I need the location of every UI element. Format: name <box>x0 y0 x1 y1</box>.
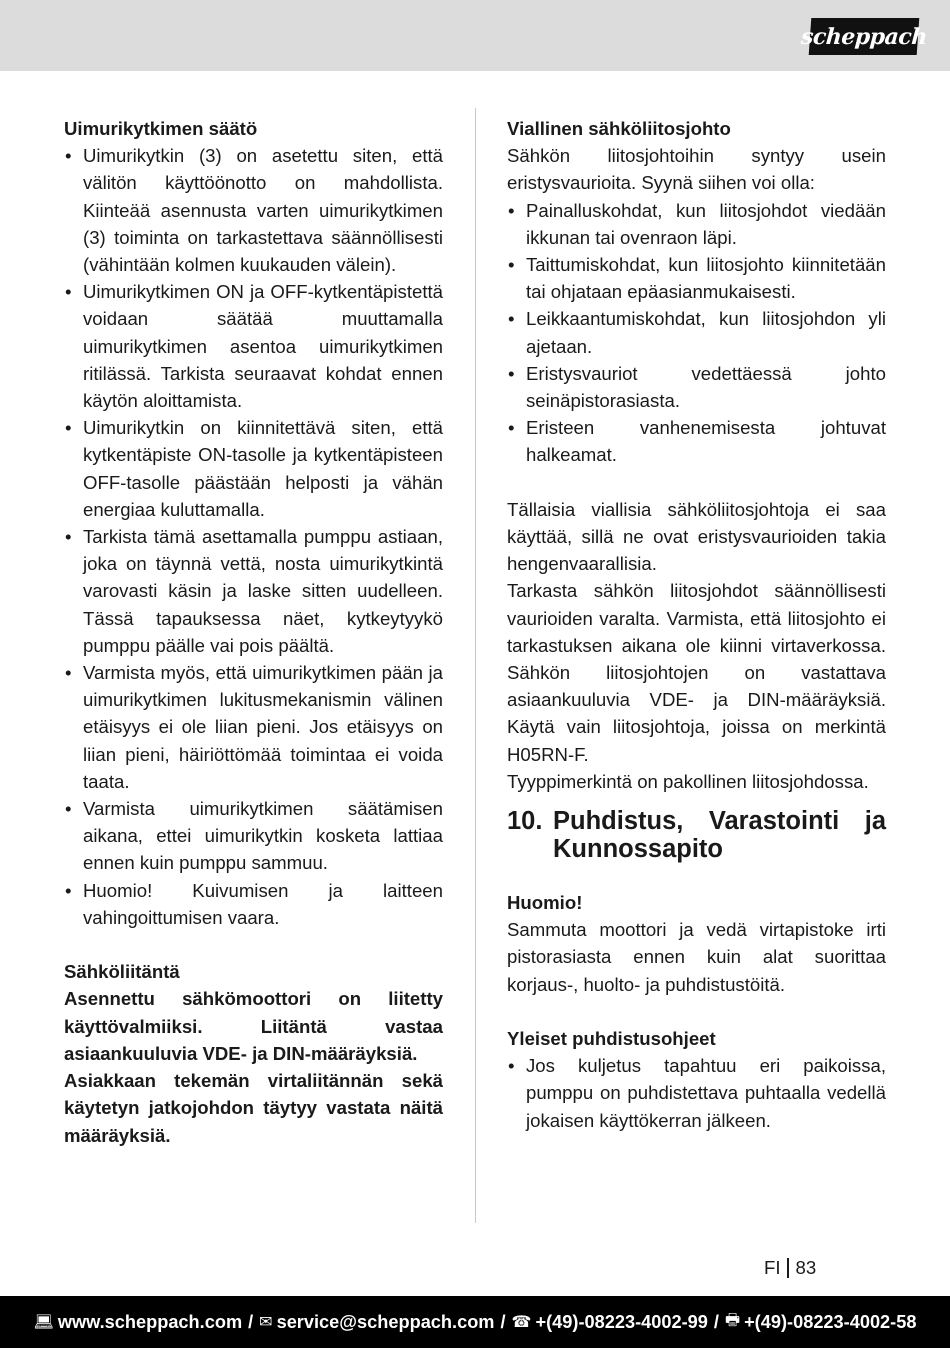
computer-icon: 💻︎ <box>33 1314 54 1331</box>
footer-website-link[interactable]: www.scheppach.com <box>57 1311 243 1332</box>
footer-separator: / <box>500 1311 506 1332</box>
list-item: • Uimurikytkin on kiinnitettävä siten, että kytkentäpiste ON-tasolle ja kytkentäpisteen OFF-tasolle päästään helposti ja vähän energiaa kuluttamalla. <box>64 414 443 523</box>
list-item: • Varmista myös, että uimurikytkimen pään ja uimurikytkimen lukitusmekanismin välinen etäisyys ei ole liian pieni. Jos etäisyys on liian pieni, häiriöttömää toimintaa ei voida taata. <box>64 659 443 795</box>
list-item: • Uimurikytkin (3) on asetettu siten, että välitön käyttöönotto on mahdollista. Kiinteää asennusta varten uimurikytkimen (3) toiminta on tarkastettava säännöllisesti (vähintään kolmen kuukauden välein). <box>64 142 443 278</box>
chapter-title: Puhdistus, Varastointi ja Kunnossapito <box>553 807 886 864</box>
section-heading-float-switch: Uimurikytkimen säätö <box>64 118 258 139</box>
footer-phone: +(49)-08223-4002-99 <box>535 1311 708 1332</box>
list-item: • Eristysvauriot vedettäessä johto seinäpistorasiasta. <box>507 360 886 414</box>
paragraph: Tarkasta sähkön liitosjohdot säännöllisesti vaurioiden varalta. Varmista, että liitosjohto ei tarkastuksen aikana ole kiinni virtaverkossa. Sähkön liitosjohtojen on vastattava asiaankuuluvia VDE- ja DIN-määräyksiä. Käytä vain liitosjohtoja, joissa on merkintä H05RN-F. <box>507 580 886 765</box>
list-item: • Leikkaantumiskohdat, kun liitosjohdon yli ajetaan. <box>507 305 886 359</box>
section-heading-faulty-cable: Viallinen sähköliitosjohto <box>507 118 731 139</box>
list-item: • Painalluskohdat, kun liitosjohdot viedään ikkunan tai ovenraon läpi. <box>507 197 886 251</box>
footer-separator: / <box>713 1311 719 1332</box>
section-heading-electrical: Sähköliitäntä <box>64 961 180 983</box>
header-bar <box>0 0 950 71</box>
paragraph-bold: Asiakkaan tekemän virtaliitännän sekä käytetyn jatkojohdon täytyy vastata näitä määräyksiä. <box>64 1070 443 1146</box>
fax-icon: 🖶︎ <box>724 1311 741 1329</box>
list-item: • Huomio! Kuivumisen ja laitteen vahingoittumisen vaara. <box>64 877 443 931</box>
paragraph: Tyyppimerkintä on pakollinen liitosjohdossa. <box>507 770 869 792</box>
list-item: • Varmista uimurikytkimen säätämisen aikana, ettei uimurikytkin kosketa lattiaa ennen kuin pumppu sammuu. <box>64 795 443 877</box>
chapter-number: 10. <box>507 807 543 836</box>
page-number-divider <box>787 1258 789 1278</box>
list-item: • Taittumiskohdat, kun liitosjohto kiinnitetään tai ohjataan epäasianmukaisesti. <box>507 251 886 305</box>
phone-icon: ☎︎ <box>511 1314 532 1331</box>
section-heading-attention: Huomio! <box>507 892 583 914</box>
list-item: • Jos kuljetus tapahtuu eri paikoissa, pumppu on puhdistettava puhtaalla vedellä jokaisen käyttökerran jälkeen. <box>507 1052 886 1134</box>
page-language: FI <box>764 1257 781 1278</box>
footer-separator: / <box>248 1311 254 1332</box>
right-column <box>507 115 886 1134</box>
paragraph-bold: Asennettu sähkömoottori on liitetty käyttövalmiiksi. Liitäntä vastaa asiaankuuluvia VDE- ja DIN-määräyksiä. <box>64 988 443 1064</box>
column-divider <box>475 108 476 1223</box>
section-heading-cleaning: Yleiset puhdistusohjeet <box>507 1028 716 1050</box>
paragraph: Sähkön liitosjohtoihin syntyy usein eristysvaurioita. Syynä siihen voi olla: <box>507 145 886 194</box>
footer-fax: +(49)-08223-4002-58 <box>744 1311 917 1332</box>
list-item: • Uimurikytkimen ON ja OFF-kytkentäpistettä voidaan säätää muuttamalla uimurikytkimen asentoa uimurikytkimen ritilässä. Tarkista seuraavat kohdat ennen käytön aloittamista. <box>64 278 443 414</box>
footer-email-link[interactable]: service@scheppach.com <box>276 1311 495 1332</box>
page-number-value: 83 <box>795 1257 817 1278</box>
paragraph: Tällaisia viallisia sähköliitosjohtoja ei saa käyttää, sillä ne ovat eristysvaurioiden takia hengenvaarallisia. <box>507 498 886 575</box>
footer-bar <box>0 1296 950 1348</box>
brand-logo: scheppach <box>809 18 920 55</box>
mail-icon: ✉︎ <box>259 1314 273 1331</box>
cleaning-list <box>507 1052 886 1134</box>
list-item: • Tarkista tämä asettamalla pumppu astiaan, joka on täynnä vettä, nosta uimurikytkintä varovasti käsin ja laske sitten uudelleen. Tässä tapauksessa näet, kytkeytyykö pumppu päälle vai pois päältä. <box>64 523 443 659</box>
page-number <box>764 1256 816 1280</box>
left-column <box>64 115 443 1149</box>
list-item: • Eristeen vanhenemisesta johtuvat halkeamat. <box>507 414 886 468</box>
paragraph: Sammuta moottori ja vedä virtapistoke irti pistorasiasta ennen kuin alat suorittaa korjaus-, huolto- ja puhdistustöitä. <box>507 919 886 995</box>
float-switch-list <box>64 142 443 931</box>
faulty-cable-list <box>507 197 886 469</box>
chapter-heading <box>507 807 886 863</box>
